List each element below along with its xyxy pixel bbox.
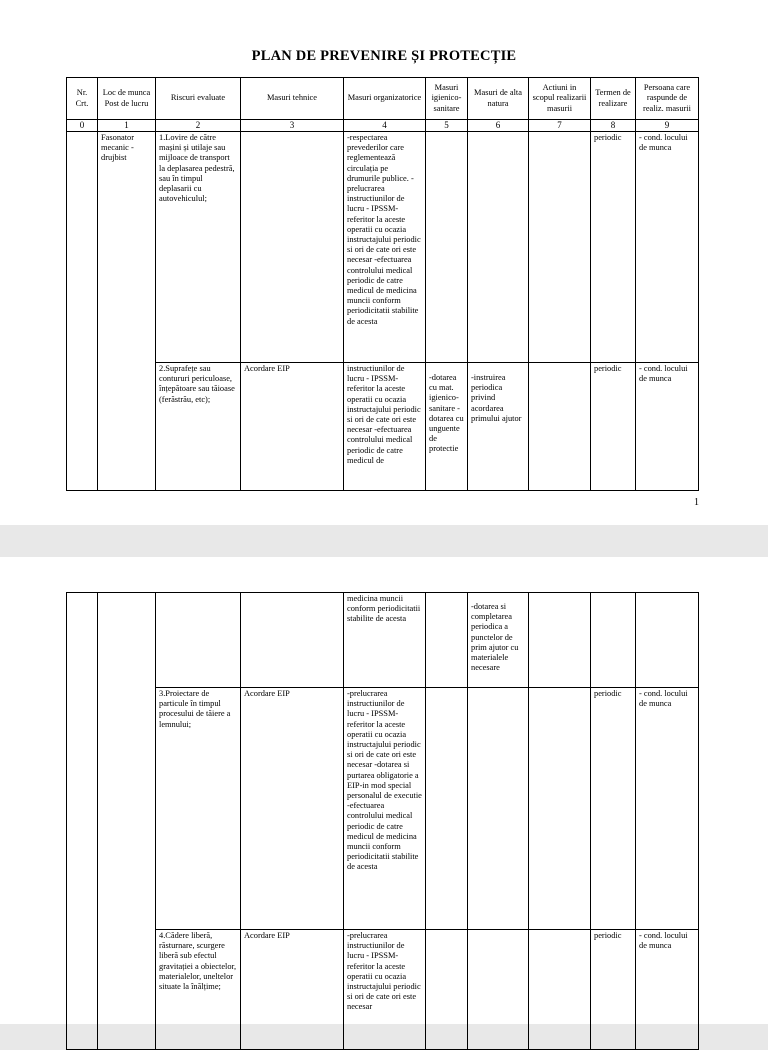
organizational-measures-cell: -respectarea prevederilor care reglementează circulația pe drumurile publice. -prelucrarea instructiunilor de lucru - IPSSM-referitor la aceste operatii cu ocazia instructajului periodic si ori de cate ori este necesar -efectuarea controlului medical periodic de catre medicul de medicina muncii conform periodicitatii stabilite de acesta — [344, 132, 426, 363]
deadline-cell — [591, 593, 636, 688]
risk-cell: 2.Suprafețe sau contururi periculoase, înțepătoare sau tăioase (ferăstrău, etc); — [156, 363, 241, 491]
hygiene-measures-cell — [426, 593, 468, 688]
responsible-cell: - cond. locului de munca — [636, 363, 699, 491]
actions-cell — [529, 593, 591, 688]
column-number: 6 — [468, 120, 529, 132]
organizational-measures-cell: -prelucrarea instructiunilor de lucru - IPSSM-referitor la aceste operatii cu ocazia instructajului periodic si ori de cate ori este necesar — [344, 930, 426, 1050]
hygiene-measures-cell — [426, 132, 468, 363]
other-measures-cell — [468, 930, 529, 1050]
header-nr-crt: Nr. Crt. — [67, 78, 98, 120]
column-number: 5 — [426, 120, 468, 132]
technical-measures-cell: Acordare EIP — [241, 688, 344, 930]
header-actiuni: Actiuni in scopul realizarii masurii — [529, 78, 591, 120]
nr-crt-cell — [67, 132, 98, 491]
table-row — [67, 688, 699, 930]
technical-measures-cell: Acordare EIP — [241, 930, 344, 1050]
column-number: 3 — [241, 120, 344, 132]
deadline-cell: periodic — [591, 688, 636, 930]
header-loc-de-munca: Loc de munca Post de lucru — [98, 78, 156, 120]
responsible-cell: - cond. locului de munca — [636, 132, 699, 363]
actions-cell — [529, 132, 591, 363]
column-number: 0 — [67, 120, 98, 132]
header-masuri-alta-natura: Masuri de alta natura — [468, 78, 529, 120]
table-row — [67, 593, 699, 688]
organizational-measures-cell: -prelucrarea instructiunilor de lucru - IPSSM-referitor la aceste operatii cu ocazia instructajului periodic si ori de cate ori este necesar -dotarea si purtarea obligatorie a EIP-in mod special personalul de executie -efectuarea controlului medical periodic de catre medicul de medicina muncii conform periodicitatii stabilite de acesta — [344, 688, 426, 930]
hygiene-measures-cell — [426, 930, 468, 1050]
table-row — [67, 930, 699, 1050]
responsible-cell — [636, 593, 699, 688]
header-persoana: Persoana care raspunde de realiz. masurii — [636, 78, 699, 120]
table-row — [67, 363, 699, 491]
header-masuri-tehnice: Masuri tehnice — [241, 78, 344, 120]
risk-cell: 4.Cădere liberă, răsturnare, scurgere liberă sub efectul gravitației a obiectelor, materialelor, uneltelor situate la înălțime; — [156, 930, 241, 1050]
column-number: 1 — [98, 120, 156, 132]
risk-cell: 3.Proiectare de particule în timpul procesului de tăiere a lemnului; — [156, 688, 241, 930]
hygiene-measures-cell — [426, 688, 468, 930]
technical-measures-cell: Acordare EIP — [241, 363, 344, 491]
deadline-cell: periodic — [591, 930, 636, 1050]
table-row — [67, 132, 699, 363]
loc-de-munca-cell: Fasonator mecanic - drujbist — [98, 132, 156, 491]
column-number: 4 — [344, 120, 426, 132]
actions-cell — [529, 930, 591, 1050]
column-number: 9 — [636, 120, 699, 132]
header-masuri-igienico-sanitare: Masuri igienico-sanitare — [426, 78, 468, 120]
table-header-row — [67, 78, 699, 120]
column-number: 8 — [591, 120, 636, 132]
page-number: 1 — [694, 497, 699, 508]
column-number-row — [67, 120, 699, 132]
loc-de-munca-cell — [98, 593, 156, 1050]
other-measures-cell — [468, 688, 529, 930]
prevention-plan-table — [66, 77, 699, 491]
actions-cell — [529, 688, 591, 930]
technical-measures-cell — [241, 593, 344, 688]
nr-crt-cell — [67, 593, 98, 1050]
organizational-measures-cell: instructiunilor de lucru - IPSSM-referitor la aceste operatii cu ocazia instructajului periodic si ori de cate ori este necesar -efectuarea controlului medical periodic de catre medicul de — [344, 363, 426, 491]
other-measures-cell: -dotarea si completarea periodica a punctelor de prim ajutor cu materialele necesare — [468, 593, 529, 688]
deadline-cell: periodic — [591, 363, 636, 491]
organizational-measures-cell: medicina muncii conform periodicitatii stabilite de acesta — [344, 593, 426, 688]
risk-cell — [156, 593, 241, 688]
header-riscuri-evaluate: Riscuri evaluate — [156, 78, 241, 120]
column-number: 7 — [529, 120, 591, 132]
hygiene-measures-cell: -dotarea cu mat. igienico-sanitare -dotarea cu unguente de protectie — [426, 363, 468, 491]
header-masuri-organizatorice: Masuri organizatorice — [344, 78, 426, 120]
risk-cell: 1.Lovire de către mașini și utilaje sau mijloace de transport la deplasarea pedestră, sau în timpul deplasarii cu autovehiculul; — [156, 132, 241, 363]
header-termen: Termen de realizare — [591, 78, 636, 120]
deadline-cell: periodic — [591, 132, 636, 363]
actions-cell — [529, 363, 591, 491]
column-number: 2 — [156, 120, 241, 132]
document-page-2 — [0, 557, 768, 1024]
prevention-plan-table-continued — [66, 592, 699, 1050]
technical-measures-cell — [241, 132, 344, 363]
responsible-cell: - cond. locului de munca — [636, 688, 699, 930]
document-title: PLAN DE PREVENIRE ȘI PROTECȚIE — [251, 48, 517, 64]
other-measures-cell: -instruirea periodica privind acordarea primului ajutor — [468, 363, 529, 491]
other-measures-cell — [468, 132, 529, 363]
responsible-cell: - cond. locului de munca — [636, 930, 699, 1050]
